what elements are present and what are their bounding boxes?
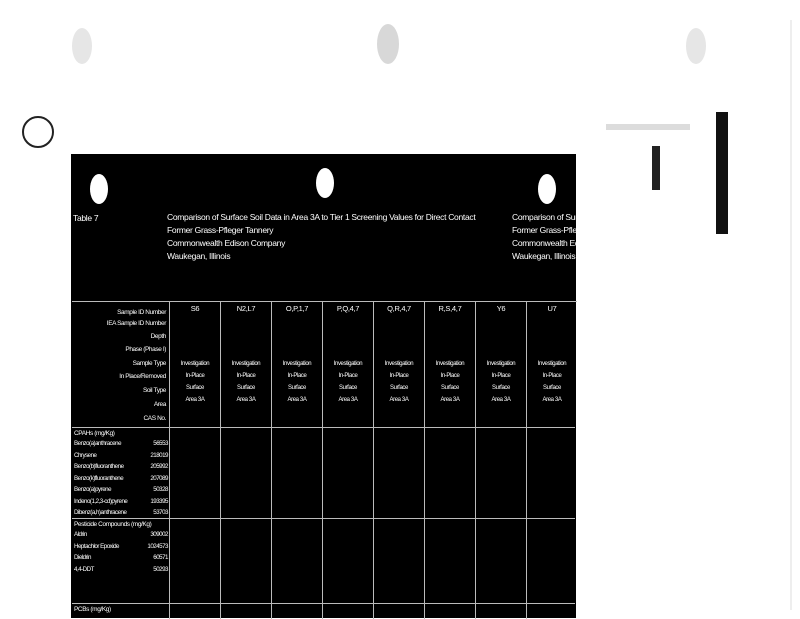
table-divider	[72, 518, 575, 519]
table-divider	[72, 427, 575, 428]
sample-column	[271, 301, 322, 619]
sample-id: N2,L7	[236, 304, 256, 313]
sample-type: Investigation	[486, 361, 516, 367]
sample-column	[475, 301, 526, 619]
sample-column	[220, 301, 271, 619]
sample-id: U7	[547, 304, 557, 313]
sample-id: P,Q,4,7	[336, 304, 360, 313]
row-label: CAS No.	[143, 415, 166, 422]
sample-place: In-Place	[491, 373, 511, 379]
sample-type: Investigation	[231, 361, 261, 367]
analyte-name: Indeno(1,2,3-cd)pyrene	[74, 497, 128, 505]
report-sheet	[71, 154, 585, 618]
cas-number: 50328	[153, 486, 168, 493]
sample-soil: Surface	[186, 385, 204, 391]
sample-soil: Surface	[288, 385, 306, 391]
punch-hole-right	[686, 28, 706, 64]
sample-area: Area 3A	[491, 397, 511, 403]
cas-number: 50293	[153, 565, 168, 573]
sample-id: R,S,4,7	[438, 304, 462, 313]
punch-hole-center	[377, 24, 399, 64]
sample-column	[322, 301, 373, 619]
scan-mark	[652, 146, 660, 190]
sample-place: In-Place	[440, 373, 460, 379]
sample-area: Area 3A	[338, 397, 358, 403]
row-label-column	[72, 301, 169, 427]
scan-mark	[716, 112, 728, 234]
table-divider	[72, 603, 575, 604]
sample-place: In-Place	[287, 373, 307, 379]
analyte-name: Benzo(b)fluoranthene	[74, 463, 124, 470]
sample-soil: Surface	[237, 385, 255, 391]
table-label: Table 7	[73, 213, 99, 223]
sample-type: Investigation	[282, 361, 312, 367]
sample-column	[373, 301, 424, 619]
cas-number: 56553	[153, 440, 168, 447]
sample-type: Investigation	[384, 361, 414, 367]
cas-number: 309002	[150, 531, 168, 538]
analyte-name: 4,4-DDT	[74, 565, 94, 573]
cas-number: 60571	[153, 554, 168, 561]
group-label: CPAHs (mg/Kg)	[74, 430, 115, 437]
row-label: Depth	[150, 333, 166, 340]
sample-place: In-Place	[389, 373, 409, 379]
analyte-name: Benzo(a)anthracene	[74, 440, 122, 447]
analyte-name: Aldrin	[74, 531, 87, 538]
analyte-name: Benzo(a)pyrene	[74, 486, 112, 493]
punch-hole-icon	[90, 174, 108, 204]
sample-column	[424, 301, 475, 619]
sample-place: In-Place	[236, 373, 256, 379]
analyte-name: Dibenz(a,h)anthracene	[74, 509, 127, 516]
cas-number: 218019	[150, 451, 168, 459]
sample-type: Investigation	[537, 361, 567, 367]
sample-place: In-Place	[338, 373, 358, 379]
analyte-name: Benzo(k)fluoranthene	[74, 474, 124, 482]
analyte-name: Dieldrin	[74, 554, 91, 561]
punch-hole-left	[72, 28, 92, 64]
sample-soil: Surface	[339, 385, 357, 391]
cas-number: 193395	[150, 497, 168, 505]
data-table	[72, 301, 575, 618]
row-label: Sample ID Number	[117, 309, 166, 316]
analyte-name: Heptachlor Epoxide	[74, 542, 120, 550]
row-label: IEA Sample ID Number	[106, 320, 166, 327]
cas-number: 207089	[150, 474, 168, 482]
sample-area: Area 3A	[440, 397, 460, 403]
sample-place: In-Place	[185, 373, 205, 379]
sample-area: Area 3A	[542, 397, 562, 403]
sample-id: Q,R,4,7	[387, 304, 411, 313]
sample-soil: Surface	[390, 385, 408, 391]
scan-mark	[606, 124, 690, 130]
sample-soil: Surface	[492, 385, 510, 391]
table-title: Comparison of Surface Soil Data in Area 3A to Tier 1 Screening Values for Direct Contact Former Grass-Pfleger Tannery Commonwealth Edison Company Waukegan, Illinois	[167, 212, 476, 261]
punch-hole-icon	[538, 174, 556, 204]
sample-id: O,P,1,7	[285, 304, 309, 313]
sample-id: Y6	[496, 304, 506, 313]
cas-number: 1024573	[147, 542, 168, 550]
sample-soil: Surface	[441, 385, 459, 391]
ring-hole-icon	[22, 116, 54, 148]
cas-number: 205992	[150, 463, 168, 470]
sample-column	[526, 301, 577, 619]
punch-hole-icon	[316, 168, 334, 198]
group-label: PCBs (mg/Kg)	[74, 606, 111, 613]
row-label: Soil Type	[142, 387, 166, 394]
row-label: Sample Type	[132, 360, 166, 367]
sample-area: Area 3A	[287, 397, 307, 403]
sample-type: Investigation	[180, 361, 210, 367]
sample-area: Area 3A	[185, 397, 205, 403]
group-label: Pesticide Compounds (mg/Kg)	[74, 521, 152, 528]
cas-number: 53703	[153, 509, 168, 516]
sample-id: S6	[190, 304, 200, 313]
sample-type: Investigation	[435, 361, 465, 367]
analyte-name: Chrysene	[74, 451, 97, 459]
row-label: Area	[153, 401, 166, 408]
row-label: In Place/Removed	[119, 373, 166, 380]
row-label: Phase (Phase I)	[125, 346, 166, 353]
sample-soil: Surface	[543, 385, 561, 391]
scan-mark	[790, 20, 792, 610]
sample-place: In-Place	[542, 373, 562, 379]
sample-column	[169, 301, 220, 619]
sample-area: Area 3A	[236, 397, 256, 403]
repeat-title: Comparison of Surf Former Grass-Pfleg Commonwealth Edis Waukegan, Illinois	[512, 212, 585, 261]
sample-area: Area 3A	[389, 397, 409, 403]
sample-type: Investigation	[333, 361, 363, 367]
